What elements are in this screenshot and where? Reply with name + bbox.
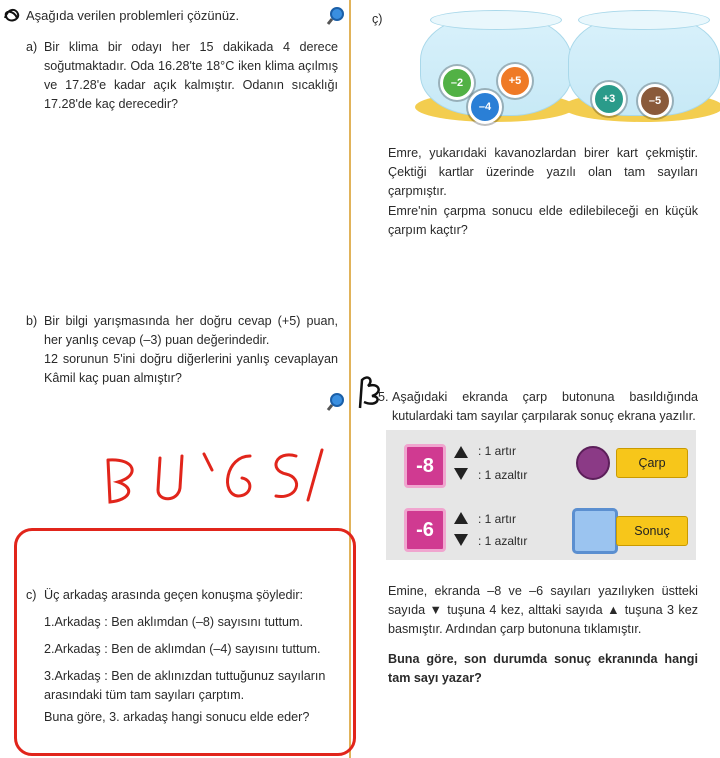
- bottom-number-box: -6: [404, 508, 446, 552]
- handwritten-annotation: [100, 440, 330, 520]
- question-cc-text2: Emre'nin çarpma sonucu elde edilebileceği en küçük çarpım kaçtır?: [388, 204, 698, 237]
- card-ball: +3: [592, 82, 626, 116]
- scribble-icon: [2, 6, 22, 26]
- jar-right: [568, 14, 718, 114]
- card-ball: +5: [498, 64, 532, 98]
- card-ball: –2: [440, 66, 474, 100]
- decrease-label: : 1 azaltır: [478, 468, 528, 482]
- question-c-letter: c): [26, 588, 37, 602]
- question-b-text2: 12 sorunun 5'ini doğru diğerlerini yanlış cevaplayan Kâmil kaç puan almıştır?: [44, 352, 338, 385]
- question-a-letter: a): [26, 40, 38, 54]
- carp-button-icon[interactable]: [576, 446, 610, 480]
- question-c-line1: 1.Arkadaş : Ben aklımdan (–8) sayısını tuttum.: [44, 615, 303, 629]
- question-c-intro: Üç arkadaş arasında geçen konuşma şöyledir:: [44, 588, 304, 602]
- magnifier-icon-2[interactable]: [326, 392, 346, 412]
- question-a-text: Bir klima bir odayı her 15 dakikada 4 derece soğutmaktadır. Oda 16.28'te 18°C iken klima açılmış ve 17.28'e kadar açık kalmıştır. Odanın sıcaklığı 17.28'de kaç derecedir?: [44, 40, 338, 111]
- card-ball: –5: [638, 84, 672, 118]
- result-screen-icon: [572, 508, 618, 554]
- question-c-question: Buna göre, 3. arkadaş hangi sonucu elde eder?: [44, 710, 310, 724]
- arrow-up-icon[interactable]: [454, 446, 468, 458]
- carp-button[interactable]: Çarp: [616, 448, 688, 478]
- question-cc-letter: ç): [372, 12, 383, 26]
- jar-left: [420, 14, 570, 114]
- increase-label: : 1 artır: [478, 444, 517, 458]
- arrow-down-icon[interactable]: [454, 468, 468, 480]
- question-5-number: 5.: [378, 390, 389, 404]
- question-c-line3: 3.Arkadaş : Ben de aklınızdan tuttuğunuz sayıların arasındaki tüm tam sayıları çarptım.: [44, 669, 326, 702]
- question-5-text: Aşağıdaki ekranda çarp butonuna basıldığında kutulardaki tam sayılar çarpılarak sonuç ekrana yazılır.: [392, 390, 698, 423]
- question-b-text1: Bir bilgi yarışmasında her doğru cevap (+5) puan, her yanlış cevap (–3) puan değerindedir.: [44, 314, 338, 347]
- question-b-letter: b): [26, 314, 38, 328]
- top-number-box: -8: [404, 444, 446, 488]
- question-5-question: Buna göre, son durumda sonuç ekranında hangi tam sayı yazar?: [388, 652, 698, 685]
- sonuc-button[interactable]: Sonuç: [616, 516, 688, 546]
- question-5-text2: Emine, ekranda –8 ve –6 sayıları yazılıyken üstteki sayıda ▼ tuşuna 4 kez, alttaki sayıda ▲ tuşuna 3 kez basmıştır. Ardından çarp butonuna tıklamıştır.: [388, 584, 698, 636]
- magnifier-icon[interactable]: [326, 6, 346, 26]
- question-cc-text1: Emre, yukarıdaki kavanozlardan birer kart çekmiştir. Çektiği kartlar üzerinde yazılı olan tam sayıları çarpmıştır.: [388, 146, 698, 198]
- calculator-panel: [386, 430, 696, 560]
- arrow-up-icon[interactable]: [454, 512, 468, 524]
- card-ball: –4: [468, 90, 502, 124]
- question-c-line2: 2.Arkadaş : Ben de aklımdan (–4) sayısını tuttum.: [44, 642, 321, 656]
- section-title: Aşağıda verilen problemleri çözünüz.: [26, 8, 240, 23]
- decrease-label: : 1 azaltır: [478, 534, 528, 548]
- arrow-down-icon[interactable]: [454, 534, 468, 546]
- increase-label: : 1 artır: [478, 512, 517, 526]
